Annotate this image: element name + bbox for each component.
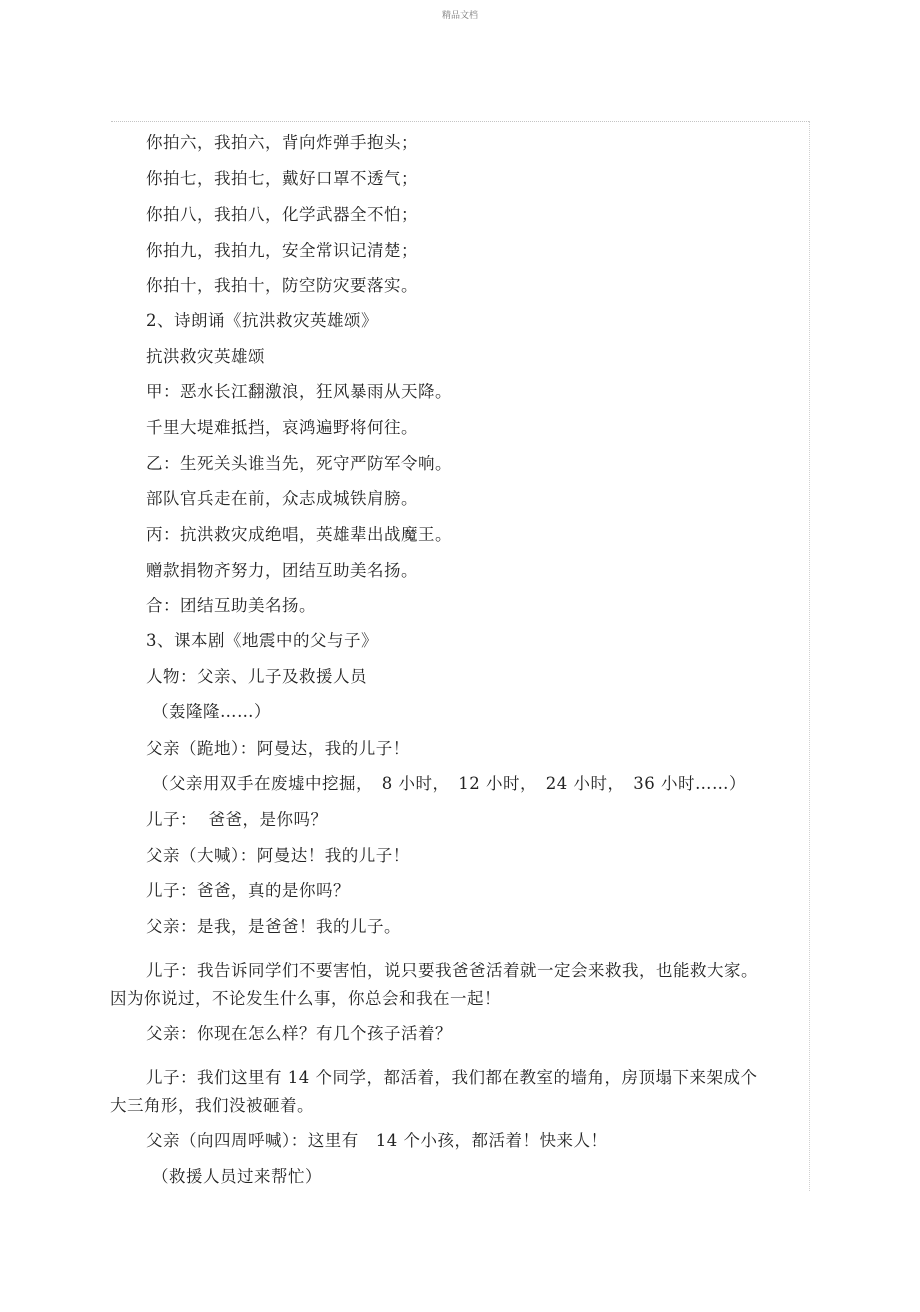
text-line-continued: 因为你说过，不论发生什么事，你总会和我在一起！ <box>110 989 501 1008</box>
text-line: 合：团结互助美名扬。 <box>146 596 316 615</box>
text-line: 你拍八，我拍八，化学武器全不怕； <box>146 205 418 224</box>
poem-title: 抗洪救灾英雄颂 <box>146 347 265 366</box>
text-line: 父亲（向四周呼喊）：这里有 14 个小孩，都活着！快来人！ <box>146 1131 608 1150</box>
text-line: 丙：抗洪救灾成绝唱，英雄辈出战魔王。 <box>146 525 452 544</box>
stage-direction: （父亲用双手在废墟中挖掘， 8 小时， 12 小时， 24 小时， 36 小时……） <box>152 774 746 793</box>
text-line: 儿子：我们这里有 14 个同学，都活着，我们都在教室的墙角，房顶塌下来架成个 <box>146 1068 758 1087</box>
text-line: 部队官兵走在前，众志成城铁肩膀。 <box>146 489 418 508</box>
text-line: 千里大堤难抵挡，哀鸿遍野将何往。 <box>146 418 418 437</box>
page-header: 精品文档 <box>441 11 478 21</box>
text-line: 甲：恶水长江翻激浪，狂风暴雨从天降。 <box>146 382 452 401</box>
stage-direction: （轰隆隆……） <box>152 702 271 721</box>
text-line-continued: 大三角形，我们没被砸着。 <box>110 1096 314 1115</box>
text-line: 儿子： 爸爸，是你吗？ <box>146 810 328 829</box>
text-line: 父亲（大喊）：阿曼达！我的儿子！ <box>146 846 410 865</box>
text-line: 乙：生死关头谁当先，死守严防军令响。 <box>146 454 452 473</box>
section-heading: 3、课本剧《地震中的父与子》 <box>146 631 378 650</box>
text-line: 你拍六，我拍六，背向炸弹手抱头； <box>146 133 418 152</box>
text-line: 父亲：你现在怎么样？有几个孩子活着？ <box>146 1024 452 1043</box>
text-line: 儿子：我告诉同学们不要害怕，说只要我爸爸活着就一定会来救我，也能救大家。 <box>146 961 758 980</box>
text-line: 父亲：是我，是爸爸！我的儿子。 <box>146 917 401 936</box>
text-line: 人物：父亲、儿子及救援人员 <box>146 667 367 686</box>
text-line: 父亲（跪地）：阿曼达，我的儿子！ <box>146 739 410 758</box>
section-heading: 2、诗朗诵《抗洪救灾英雄颂》 <box>146 311 378 330</box>
text-line: 赠款捐物齐努力，团结互助美名扬。 <box>146 561 418 580</box>
text-line: 你拍七，我拍七，戴好口罩不透气； <box>146 169 418 188</box>
text-line: 儿子：爸爸，真的是你吗？ <box>146 881 350 900</box>
stage-direction: （救援人员过来帮忙） <box>152 1167 322 1186</box>
text-line: 你拍九，我拍九，安全常识记清楚； <box>146 241 418 260</box>
text-line: 你拍十，我拍十，防空防灾要落实。 <box>146 276 418 295</box>
